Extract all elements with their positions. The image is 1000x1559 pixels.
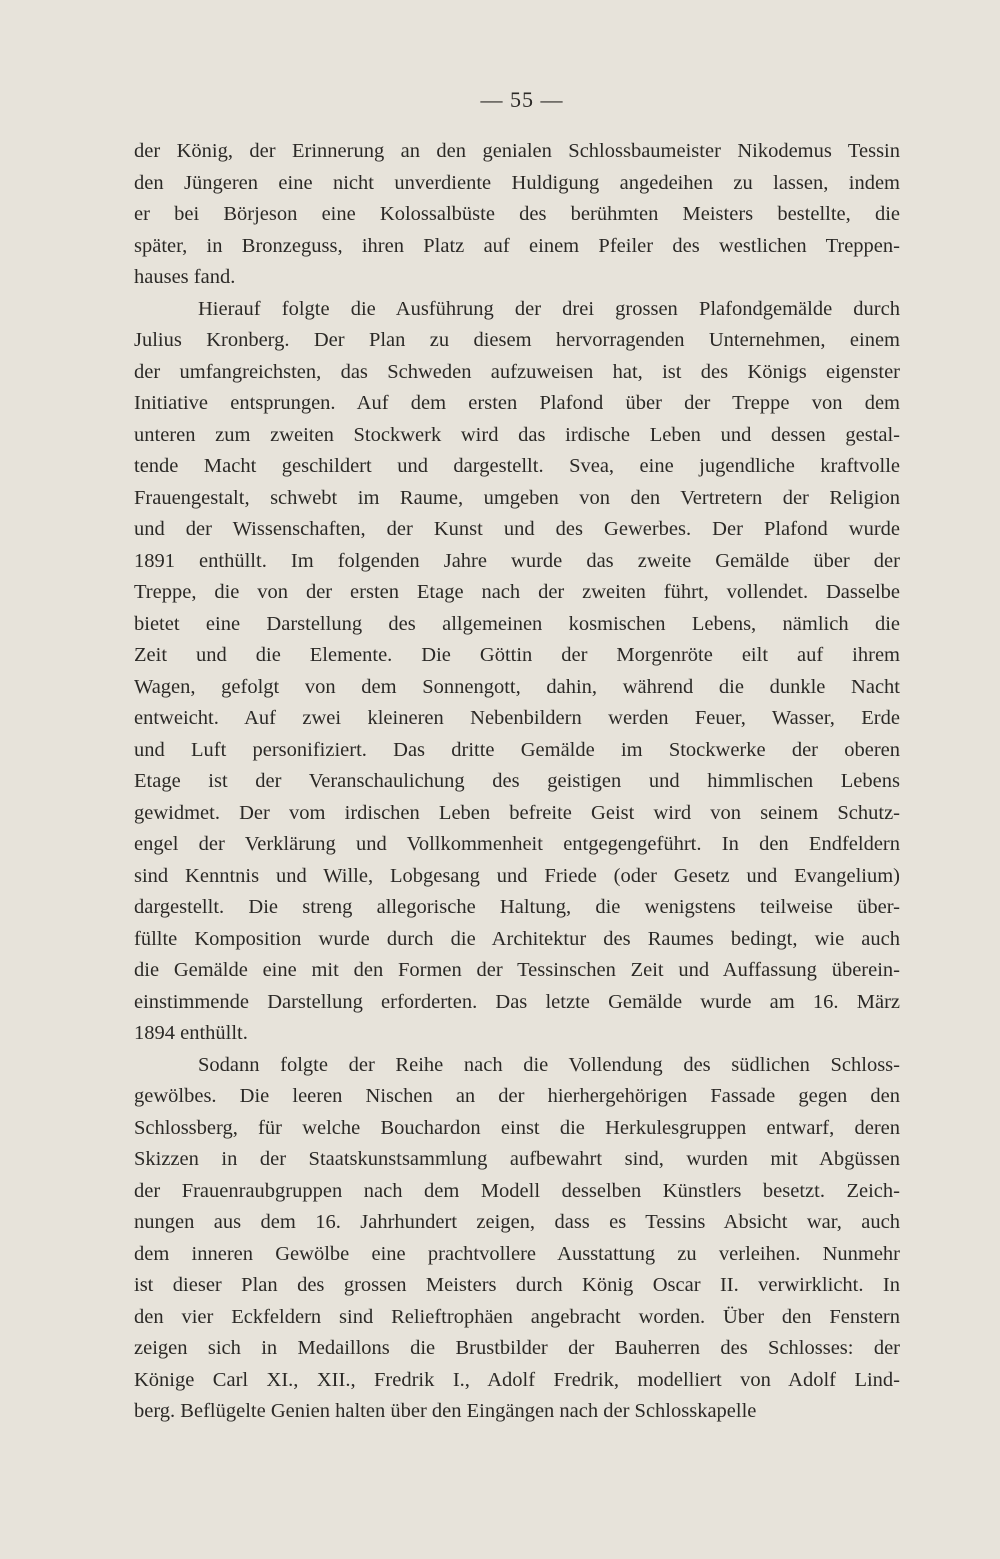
text-line: dem inneren Gewölbe eine prachtvollere Ausstattung zu verleihen. Nunmehr xyxy=(134,1242,900,1265)
text-line: den vier Eckfeldern sind Relieftrophäen angebracht worden. Über den Fenstern xyxy=(134,1305,900,1328)
text-line: 1891 enthüllt. Im folgenden Jahre wurde das zweite Gemälde über der xyxy=(134,549,900,572)
page-number: — 55 — xyxy=(480,87,564,112)
text-line: die Gemälde eine mit den Formen der Tessinschen Zeit und Auffassung überein- xyxy=(134,959,900,981)
text-line: den Jüngeren eine nicht unverdiente Huldigung angedeihen zu lassen, indem xyxy=(134,171,900,194)
text-line: füllte Komposition wurde durch die Architektur des Raumes bedingt, wie auch xyxy=(134,927,900,950)
text-line: der Frauenraubgruppen nach dem Modell desselben Künstlers besetzt. Zeich- xyxy=(134,1179,900,1202)
text-line: einstimmende Darstellung erforderten. Das letzte Gemälde wurde am 16. März xyxy=(134,990,900,1013)
text-line: nungen aus dem 16. Jahrhundert zeigen, dass es Tessins Absicht war, auch xyxy=(134,1211,900,1233)
text-line: und der Wissenschaften, der Kunst und des Gewerbes. Der Plafond wurde xyxy=(134,518,900,540)
text-line: der umfangreichsten, das Schweden aufzuweisen hat, ist des Königs eigenster xyxy=(134,360,900,383)
text-line: Zeit und die Elemente. Die Göttin der Morgenröte eilt auf ihrem xyxy=(134,644,900,666)
text-line: gewidmet. Der vom irdischen Leben befreite Geist wird von seinem Schutz- xyxy=(134,801,900,824)
text-line: entweicht. Auf zwei kleineren Nebenbildern werden Feuer, Wasser, Erde xyxy=(134,707,900,729)
text-line: Hierauf folgte die Ausführung der drei grossen Plafondgemälde durch xyxy=(198,297,900,320)
text-line: sind Kenntnis und Wille, Lobgesang und Friede (oder Gesetz und Evangelium) xyxy=(134,864,900,887)
text-line: Wagen, gefolgt von dem Sonnengott, dahin, während die dunkle Nacht xyxy=(134,675,900,698)
text-line: Frauengestalt, schwebt im Raume, umgeben von den Vertretern der Religion xyxy=(134,486,900,509)
paragraph-1 xyxy=(134,136,900,294)
text-line: bietet eine Darstellung des allgemeinen kosmischen Lebens, nämlich die xyxy=(134,612,900,635)
text-line: 1894 enthüllt. xyxy=(134,1022,248,1044)
paragraph-3 xyxy=(134,1050,900,1428)
text-line: berg. Beflügelte Genien halten über den Eingängen nach der Schlosskapelle xyxy=(134,1400,757,1422)
text-line: tende Macht geschildert und dargestellt. Svea, eine jugendliche kraftvolle xyxy=(134,455,900,477)
text-line: Sodann folgte der Reihe nach die Vollendung des südlichen Schloss- xyxy=(198,1053,900,1076)
text-line: und Luft personifiziert. Das dritte Gemälde im Stockwerke der oberen xyxy=(134,738,900,761)
text-line: später, in Bronzeguss, ihren Platz auf einem Pfeiler des westlichen Treppen- xyxy=(134,234,900,257)
text-line: Initiative entsprungen. Auf dem ersten Plafond über der Treppe von dem xyxy=(134,392,900,414)
text-line: unteren zum zweiten Stockwerk wird das irdische Leben und dessen gestal- xyxy=(134,423,900,446)
text-line: Etage ist der Veranschaulichung des geistigen und himmlischen Lebens xyxy=(134,770,900,792)
text-line: Julius Kronberg. Der Plan zu diesem hervorragenden Unternehmen, einem xyxy=(134,329,900,351)
paragraph-2 xyxy=(134,294,900,1050)
text-line: Skizzen in der Staatskunstsammlung aufbewahrt sind, wurden mit Abgüssen xyxy=(134,1148,900,1170)
text-line: dargestellt. Die streng allegorische Haltung, die wenigstens teilweise über- xyxy=(134,896,900,918)
text-line: engel der Verklärung und Vollkommenheit entgegengeführt. In den Endfeldern xyxy=(134,833,900,855)
text-line: der König, der Erinnerung an den genialen Schlossbaumeister Nikodemus Tessin xyxy=(134,140,900,162)
text-line: Schlossberg, für welche Bouchardon einst die Herkulesgruppen entwarf, deren xyxy=(134,1116,900,1139)
text-line: Könige Carl XI., XII., Fredrik I., Adolf Fredrik, modelliert von Adolf Lind- xyxy=(134,1368,900,1391)
body-text xyxy=(134,136,900,1428)
text-line: gewölbes. Die leeren Nischen an der hierhergehörigen Fassade gegen den xyxy=(134,1085,900,1107)
text-line: er bei Börjeson eine Kolossalbüste des berühmten Meisters bestellte, die xyxy=(134,203,900,225)
text-line: hauses fand. xyxy=(134,266,236,288)
text-line: zeigen sich in Medaillons die Brustbilder der Bauherren des Schlosses: der xyxy=(134,1337,900,1359)
text-line: Treppe, die von der ersten Etage nach der zweiten führt, vollendet. Dasselbe xyxy=(134,581,900,603)
text-line: ist dieser Plan des grossen Meisters durch König Oscar II. verwirklicht. In xyxy=(134,1274,900,1296)
